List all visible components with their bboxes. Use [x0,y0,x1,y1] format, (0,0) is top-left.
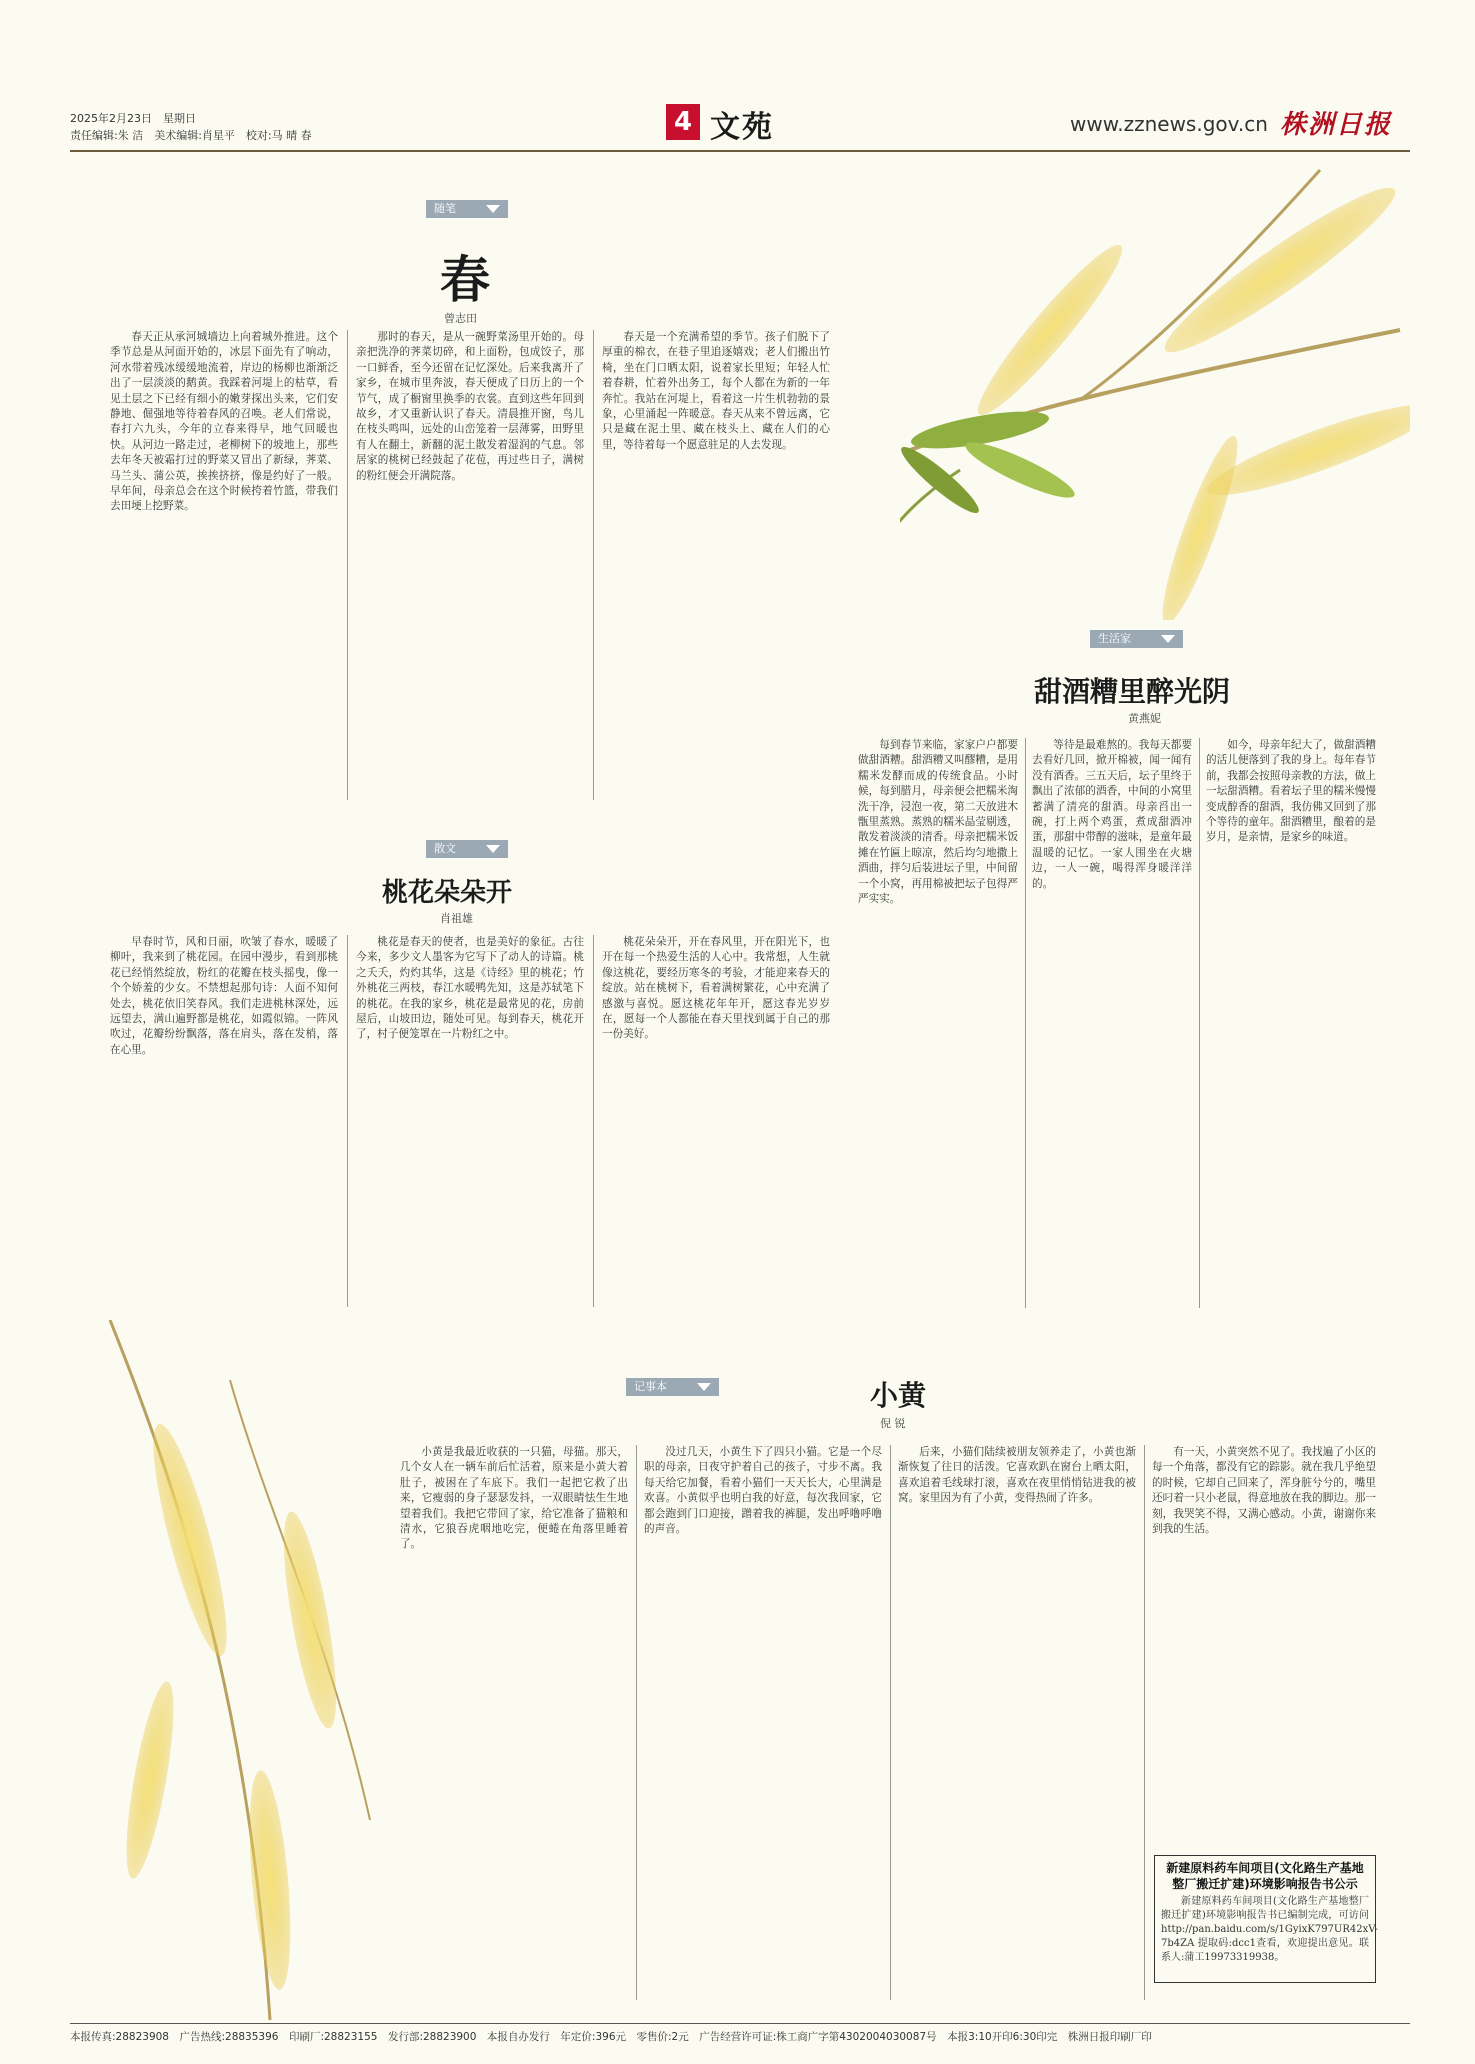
column-divider [593,330,594,800]
article-body-jiuzao-col2 [1032,738,1192,1308]
article-body-chun-col2 [356,330,584,800]
paragraph: 桃花是春天的使者，也是美好的象征。古往今来，多少文人墨客为它写下了动人的诗篇。桃之夭夭，灼灼其华，这是《诗经》里的桃花；竹外桃花三两枝，春江水暖鸭先知，这是苏轼笔下的桃花。在我的家乡，桃花是最常见的花，房前屋后，山坡田边，随处可见。每到春天，桃花开了，村子便笼罩在一片粉红之中。 [356,936,584,1041]
column-divider [347,330,348,800]
article-body-xiaohuang-col1 [400,1445,628,2000]
chevron-down-icon [697,1383,711,1391]
page-section-name: 文苑 [710,110,774,145]
paragraph: 等待是最难熬的。我每天都要去看好几回，掀开棉被，闻一闻有没有酒香。三五天后，坛子里终于飘出了浓郁的酒香，中间的小窝里蓄满了清亮的甜酒。母亲舀出一碗，打上两个鸡蛋，煮成甜酒冲蛋，那甜中带醇的滋味，是童年最温暖的记忆。一家人围坐在火塘边，一人一碗，喝得浑身暖洋洋的。 [1032,739,1192,890]
article-author-chun: 曾志田 [444,312,477,325]
column-divider [1199,738,1200,1308]
paragraph: 那时的春天，是从一碗野菜汤里开始的。母亲把洗净的荠菜切碎，和上面粉，包成饺子，那一口鲜香，至今还留在记忆深处。后来我离开了家乡，在城市里奔波，春天便成了日历上的一个节气，成了橱窗里换季的衣裳。直到这些年回到故乡，才又重新认识了春天。清晨推开窗，鸟儿在枝头鸣叫，远处的山峦笼着一层薄雾，田野里有人在翻土，新翻的泥土散发着湿润的气息。邻居家的桃树已经鼓起了花苞，再过些日子，满树的粉红便会开满院落。 [356,331,584,482]
website-url[interactable]: www.zznews.gov.cn [1070,112,1268,136]
article-body-xiaohuang-col2 [644,1445,882,2000]
page-footer: 本报传真:28823908 广告热线:28835396 印刷厂:28823155 发行部:28823900 本报自办发行 年定价:396元 零售价:2元 广告经营许可证:株工商广字第4302004030087号 本报3:10开印6:30印完 株洲日报印刷厂印 [70,2023,1410,2044]
article-body-jiuzao-col3 [1206,738,1376,1308]
column-divider [890,1445,891,2000]
article-body-peach-col3 [602,935,830,1307]
column-tag-notebook [626,1378,719,1396]
column-tag-essay [426,200,508,218]
notice-body: 新建原料药车间项目(文化路生产基地整厂搬迁扩建)环境影响报告书已编制完成，可访问 http://pan.baidu.com/s/1GyixK797UR42xV-7b4ZA 提取码:dcc1查看，欢迎提出意见。联系人:蒲工19973319938。 [1161,1896,1378,1963]
public-notice-box [1154,1855,1376,1983]
newspaper-logo: 株洲日报 [1280,110,1393,140]
column-divider [636,1445,637,2000]
chevron-down-icon [1161,635,1175,643]
article-body-xiaohuang-col4 [1152,1445,1376,1845]
willow-catkin-illustration-bottom [70,1320,400,2020]
column-divider [593,935,594,1307]
column-tag-label: 记事本 [634,1380,667,1393]
column-tag-label: 随笔 [434,202,456,215]
article-author-xiaohuang: 倪 锐 [880,1417,906,1430]
column-tag-label: 生活家 [1098,632,1131,645]
paragraph: 有一天，小黄突然不见了。我找遍了小区的每一个角落，都没有它的踪影。就在我几乎绝望的时候，它却自己回来了，浑身脏兮兮的，嘴里还叼着一只小老鼠，得意地放在我的脚边。那一刻，我哭笑不得，又满心感动。小黄，谢谢你来到我的生活。 [1152,1446,1376,1536]
paragraph: 春天正从承河城墙边上向着城外推进。这个季节总是从河面开始的，冰层下面先有了响动，河水带着残冰缓缓地流着，岸边的杨柳也渐渐泛出了一层淡淡的鹅黄。我踩着河堤上的枯草，看见土层之下已经有细小的嫩芽探出头来，它们安静地、倔强地等待着春风的召唤。老人们常说，春打六九头，今年的立春来得早，地气回暖也快。从河边一路走过，老柳树下的坡地上，那些去年冬天被霜打过的野菜又冒出了新绿，荠菜、马兰头、蒲公英，挨挨挤挤，像是约好了一般。早年间，母亲总会在这个时候挎着竹篮，带我们去田埂上挖野菜。 [110,331,338,513]
date-line: 2025年2月23日 星期日 [70,112,196,125]
article-body-xiaohuang-col3 [898,1445,1136,2000]
column-tag-lifestyle [1090,630,1183,648]
header-meta [70,110,312,144]
column-divider [1144,1445,1145,2000]
editors-line: 责任编辑:朱 洁 美术编辑:肖星平 校对:马 晴 春 [70,129,312,142]
paragraph: 早春时节，风和日丽，吹皱了春水，暖暖了柳叶，我来到了桃花园。在园中漫步，看到那桃花已经悄然绽放，粉红的花瓣在枝头摇曳，像一个个娇羞的少女。不禁想起那句诗：人面不知何处去，桃花依旧笑春风。我们走进桃林深处，远远望去，满山遍野都是桃花，如霞似锦。一阵风吹过，花瓣纷纷飘落，落在肩头，落在发梢，落在心里。 [110,936,338,1056]
paragraph: 如今，母亲年纪大了，做甜酒糟的活儿便落到了我的身上。每年春节前，我都会按照母亲教的方法，做上一坛甜酒糟。看着坛子里的糯米慢慢变成醇香的甜酒，我仿佛又回到了那个等待的童年。甜酒糟里，酿着的是岁月，是亲情，是家乡的味道。 [1206,739,1376,844]
column-divider [347,935,348,1307]
article-title-xiaohuang: 小黄 [870,1379,927,1412]
article-title-jiuzao: 甜酒糟里醉光阴 [1034,675,1231,708]
article-body-chun-col3 [602,330,830,800]
article-body-peach-col1 [110,935,338,1307]
willow-catkin-illustration [900,150,1410,620]
paragraph: 桃花朵朵开，开在春风里，开在阳光下，也开在每一个热爱生活的人心中。我常想，人生就像这桃花，要经历寒冬的考验，才能迎来春天的绽放。站在桃树下，看着满树繁花，心中充满了感激与喜悦。愿这桃花年年开，愿这春光岁岁在，愿每一个人都能在春天里找到属于自己的那一份美好。 [602,936,830,1041]
column-divider [1025,738,1026,1308]
column-tag-prose [426,840,508,858]
chevron-down-icon [486,205,500,213]
column-tag-label: 散文 [434,842,456,855]
article-title-peach: 桃花朵朵开 [382,878,513,908]
article-author-peach: 肖祖雄 [440,912,473,925]
page-number-badge: 4 [666,104,700,140]
paragraph: 小黄是我最近收获的一只猫，母猫。那天，几个女人在一辆车前后忙活着，原来是小黄大着肚子，被困在了车底下。我们一起把它救了出来，它瘦弱的身子瑟瑟发抖，一双眼睛怯生生地望着我们。我把它带回了家，给它准备了猫粮和清水，它狼吞虎咽地吃完，便蜷在角落里睡着了。 [400,1446,628,1551]
paragraph: 每到春节来临，家家户户都要做甜酒糟。甜酒糟又叫醪糟，是用糯米发酵而成的传统食品。小时候，每到腊月，母亲便会把糯米淘洗干净，浸泡一夜，第二天放进木甑里蒸熟。蒸熟的糯米晶莹剔透，散发着淡淡的清香。母亲把糯米饭摊在竹匾上晾凉，然后均匀地撒上酒曲，拌匀后装进坛子里，中间留一个小窝，再用棉被把坛子包得严严实实。 [858,739,1018,906]
chevron-down-icon [486,845,500,853]
article-title-chun: 春 [440,250,490,309]
paragraph: 春天是一个充满希望的季节。孩子们脱下了厚重的棉衣，在巷子里追逐嬉戏；老人们搬出竹椅，坐在门口晒太阳，说着家长里短；年轻人忙着春耕，忙着外出务工，每个人都在为新的一年奔忙。我站在河堤上，看着这一片生机勃勃的景象，心里涌起一阵暖意。春天从来不曾远离，它只是藏在泥土里、藏在枝头上、藏在人们的心里，等待着每一个愿意驻足的人去发现。 [602,331,830,451]
article-author-jiuzao: 黄燕妮 [1128,712,1161,725]
notice-title: 新建原料药车间项目(文化路生产基地整厂搬迁扩建)环境影响报告书公示 [1166,1861,1364,1891]
article-body-peach-col2 [356,935,584,1307]
article-body-chun-col1 [110,330,338,800]
paragraph: 没过几天，小黄生下了四只小猫。它是一个尽职的母亲，日夜守护着自己的孩子，寸步不离。我每天给它加餐，看着小猫们一天天长大，心里满是欢喜。小黄似乎也明白我的好意，每次我回家，它都会跑到门口迎接，蹭着我的裤腿，发出呼噜呼噜的声音。 [644,1446,882,1536]
article-body-jiuzao-col1 [858,738,1018,1308]
paragraph: 后来，小猫们陆续被朋友领养走了，小黄也渐渐恢复了往日的活泼。它喜欢趴在窗台上晒太阳，喜欢追着毛线球打滚，喜欢在夜里悄悄钻进我的被窝。家里因为有了小黄，变得热闹了许多。 [898,1446,1136,1505]
